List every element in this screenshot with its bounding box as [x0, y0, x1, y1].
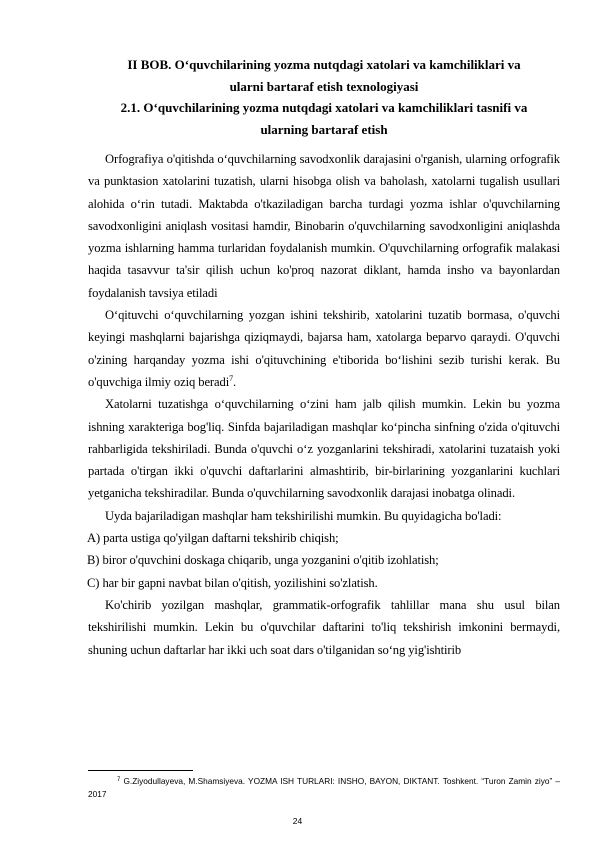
- body-text: [88, 148, 560, 661]
- chapter-title-line-1: II BOB. O‘quvchilarining yozma nutqdagi xatolari va kamchiliklari va: [127, 57, 521, 72]
- paragraph-5: Ko'chirib yozilgan mashqlar, grammatik-orfografik tahlillar mana shu usul bilan tekshirilishi mumkin. Lekin bu o'quvchilar daftarini to'liq tekshirish imkonini bermaydi, shuning uchun daftarlar har ikki uch soat dars o'tilganidan so‘ng yig'ishtirib: [88, 597, 560, 657]
- footnote-text: G.Ziyodullayeva, M.Shamsiyeva. YOZMA ISH TURLARI: INSHO, BAYON, DIKTANT. Toshkent. “Turon Zamin ziyo” – 2017: [88, 776, 560, 799]
- list-item-b: B) biror o'quvchini doskaga chiqarib, unga yozganini o'qitib izohlatish;: [87, 553, 439, 568]
- chapter-heading: [88, 54, 560, 140]
- paragraph-1: Orfografiya o'qitishda o‘quvchilarning savodxonlik darajasini o'rganish, ularning orfografik va punktasion xatolarini tuzatish, ularni hisobga olish va baholash, xatolarni tugalish usullari alohida o‘rin tutadi. Maktabda o'tkaziladigan barcha turdagi yozma ishlar o'quvchilarning savodxonligini aniqlash vositasi hamdir, Binobarin o'quvchilarning savodxonligini aniqlashda yozma ishlarning hamma turlaridan foydalanish mumkin. O'quvchilarning orfografik malakasi haqida tasavvur ta'sir qilish uchun ko'proq nazorat diklant, hamda insho va bayonlardan foydalanish tavsiya etiladi: [88, 152, 560, 300]
- paragraph-2-end: .: [233, 374, 237, 389]
- chapter-title-line-2: ularni bartaraf etish texnologiyasi: [229, 78, 419, 94]
- section-title-line-2: ularning bartaraf etish: [260, 121, 388, 137]
- paragraph-3: Xatolarni tuzatishga o‘quvchilarning o‘zini ham jalb qilish mumkin. Lekin bu yozma ishning xarakteriga bog'liq. Sinfda bajariladigan mashqlar ko‘pincha sinfning o'zida o'qituvchi rahbarligida tekshiriladi. Bunda o'quvchi o‘z yozganlarini tekshiradi, xatolarini tuzataish yoki partada o'tirgan ikki o'quvchi daftarlarini almashtirib, bir-birlarining yozganlarini kuchlari yetganicha tekshiradilar. Bunda o'quvchilarning savodxonlik darajasi inobatga olinadi.: [88, 397, 560, 501]
- list-item-c: C) har bir gapni navbat bilan o'qitish, yozilishini so'zlatish.: [87, 575, 378, 590]
- list-item-a: A) parta ustiga qo'yilgan daftarni tekshirib chiqish;: [87, 531, 339, 546]
- paragraph-4: Uyda bajariladigan mashqlar ham tekshirilishi mumkin. Bu quyidagicha bo'ladi:: [105, 508, 502, 523]
- paragraph-2-text: O‘qituvchi o‘quvchilarning yozgan ishini tekshirib, xatolarini tuzatib bormasa, o'quvchi keyingi mashqlarni bajarishga qiziqmaydi, bajarsa ham, xatolarga beparvo qaraydi. O'quvchi o'zining harqanday yozma ishi o'qituvchining e'tiborida bo‘lishini sezib turishi kerak. Bu o'quvchiga ilmiy oziq beradi: [88, 308, 560, 389]
- footnote-mark: 7: [117, 777, 121, 783]
- footnote-reference[interactable]: 7: [229, 373, 234, 383]
- section-title-line-1: 2.1. O‘quvchilarining yozma nutqdagi xatolari va kamchiliklari tasnifi va: [120, 100, 528, 116]
- page-number: 24: [292, 816, 303, 826]
- footnote-divider: [88, 770, 193, 771]
- footnote: [88, 775, 560, 801]
- paragraph-2: [88, 304, 560, 393]
